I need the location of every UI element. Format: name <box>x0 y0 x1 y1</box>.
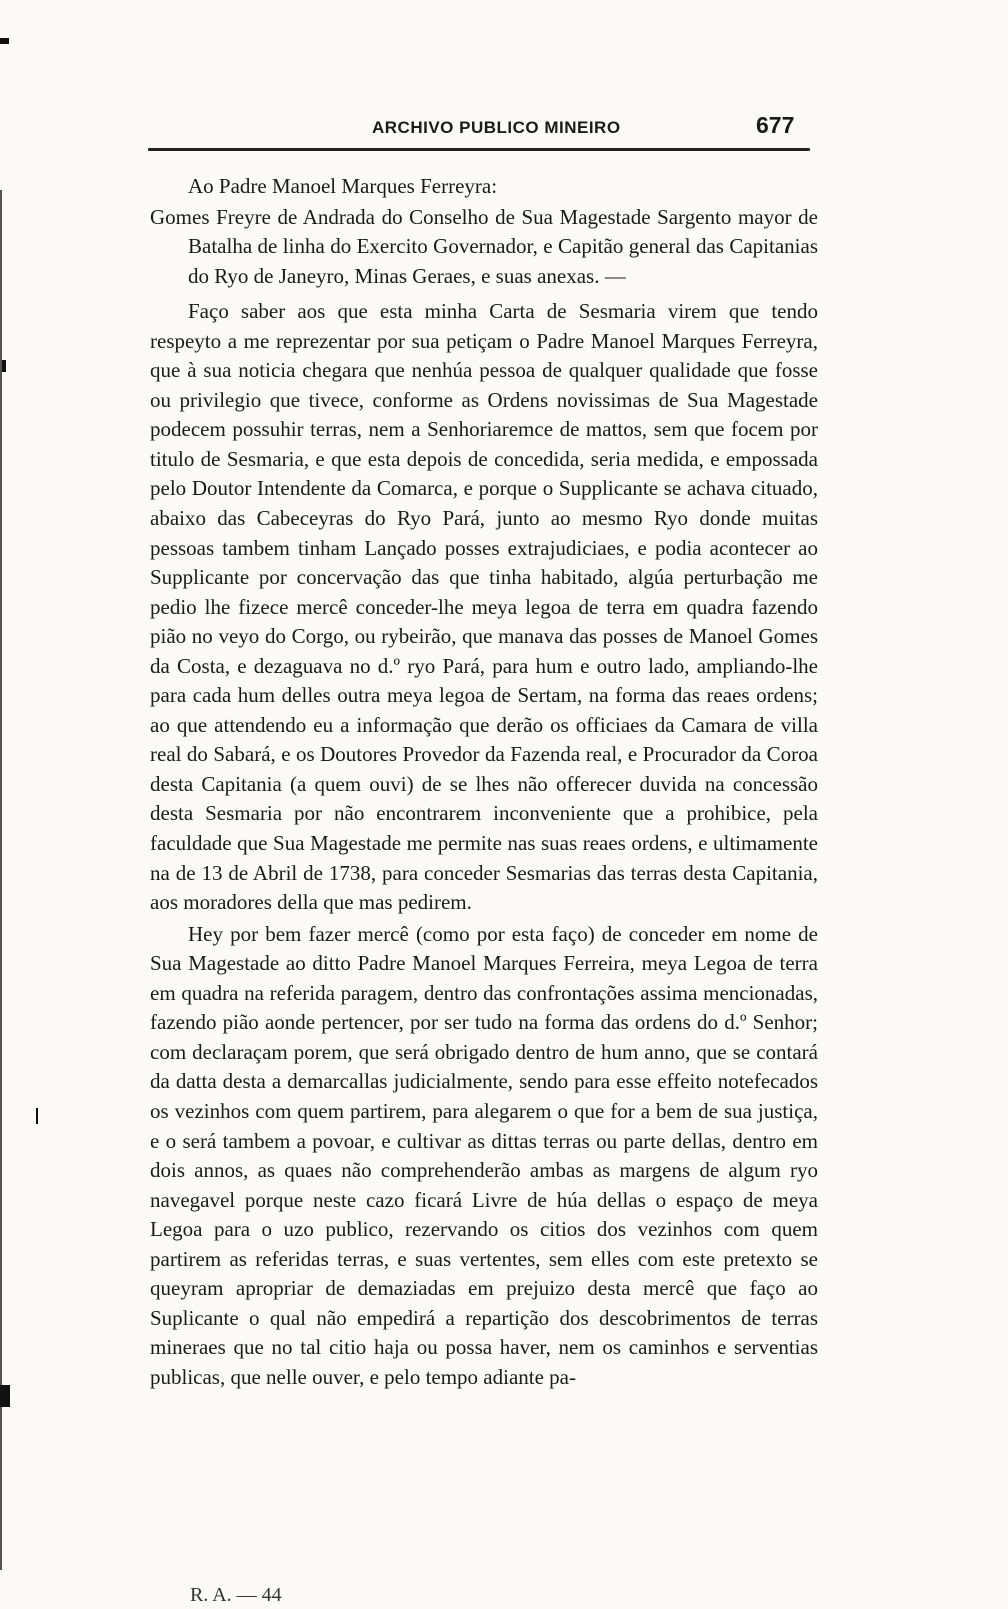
header-rule <box>148 148 810 151</box>
address-line: Ao Padre Manoel Marques Ferreyra: <box>188 174 498 198</box>
grantor-heading: Gomes Freyre de Andrada do Conselho de Sua Magestade Sargento mayor de Batalha de linha do Exercito Governador, e Capitão general das Capitanias do Ryo de Janeyro, Minas Geraes, e suas anexas. — <box>150 204 818 288</box>
signature-mark: R. A. — 44 <box>190 1584 282 1606</box>
margin-mark-bottom <box>0 1385 10 1407</box>
page-header <box>150 112 820 142</box>
paragraph-grant: Hey por bem fazer mercê (como por esta faço) de conceder em nome de Sua Magestade ao ditto Padre Manoel Marques Ferreira, meya Legoa de terra em quadra na referida paragem, dentro das confrontações assima mencionadas, fazendo pião aonde pertencer, por ser tudo na forma das ordens do d.º Senhor; com declaraçam porem, que será obrigado dentro de hum anno, que se contará da datta desta a demarcallas judicialmente, sendo para esse effeito notefecados os vezinhos com quem partirem, para alegarem o que for a bem de sua justiça, e o será tambem a povoar, e cultivar as dittas terras ou parte dellas, dentro em dois annos, as quaes não comprehenderão ambas as margens de algum ryo navegavel porque neste cazo ficará Livre de húa dellas o espaço de meya Legoa para o uzo publico, rezervando os citios dos vezinhos com quem partirem as referidas terras, e suas vertentes, sem elles com este pretexto se queyram apropriar de demaziadas em prejuizo desta mercê que faço ao Suplicante o qual não empedirá a repartição dos descobrimentos de terras mineraes que no tal citio haja ou possa haver, nem os caminhos e serventias publicas, que nelle ouver, e pelo tempo adiante pa- <box>150 921 818 1389</box>
paragraph-petition: Faço saber aos que esta minha Carta de Sesmaria virem que tendo respeyto a me reprezentar por sua petiçam o Padre Manoel Marques Ferreyra, que à sua noticia chegara que nenhúa pessoa de qualquer qualidade que fosse ou privilegio que tivece, conforme as Ordens novissimas de Sua Magestade podecem possuhir terras, nem a Senhoriaremce de mattos, sem que focem por titulo de Sesmaria, e que esta depois de concedida, seria medida, e empossada pelo Doutor Intendente da Comarca, e porque o Supplicante se achava cituado, abaixo das Cabeceyras do Ryo Pará, junto ao mesmo Ryo donde muitas pessoas tambem tinham Lançado posses extrajudiciaes, e podia acontecer ao Supplicante por concervação das que tinha habitado, algúa perturbação me pedio lhe fizece mercê conceder-lhe meya legoa de terra em quadra fazendo pião no veyo do Corgo, ou rybeirão, que manava das posses de Manoel Gomes da Costa, e dezaguava no d.º ryo Pará, para hum e outro lado, ampliando-lhe para cada hum delles outra meya legoa de Sertam, na forma das reaes ordens; ao que attendendo eu a informação que derão os officiaes da Camara de villa real do Sabará, e os Doutores Provedor da Fazenda real, e Procurador da Coroa desta Capitania (a quem ouvi) de se lhes não offerecer duvida na concessão desta Sesmaria por não encontrarem inconveniente que a prohibice, pela faculdade que Sua Magestade me permite nas suas reaes ordens, e ultimamente na de 13 de Abril de 1738, para conceder Sesmarias das terras desta Capitania, aos moradores della que mas pedirem. <box>150 299 818 915</box>
page-number: 677 <box>756 112 795 138</box>
margin-mark-rule-left <box>0 190 2 1570</box>
margin-mark-top <box>0 38 9 44</box>
document-body <box>150 172 818 1392</box>
margin-tick <box>36 1108 38 1124</box>
running-title: ARCHIVO PUBLICO MINEIRO <box>372 118 621 137</box>
